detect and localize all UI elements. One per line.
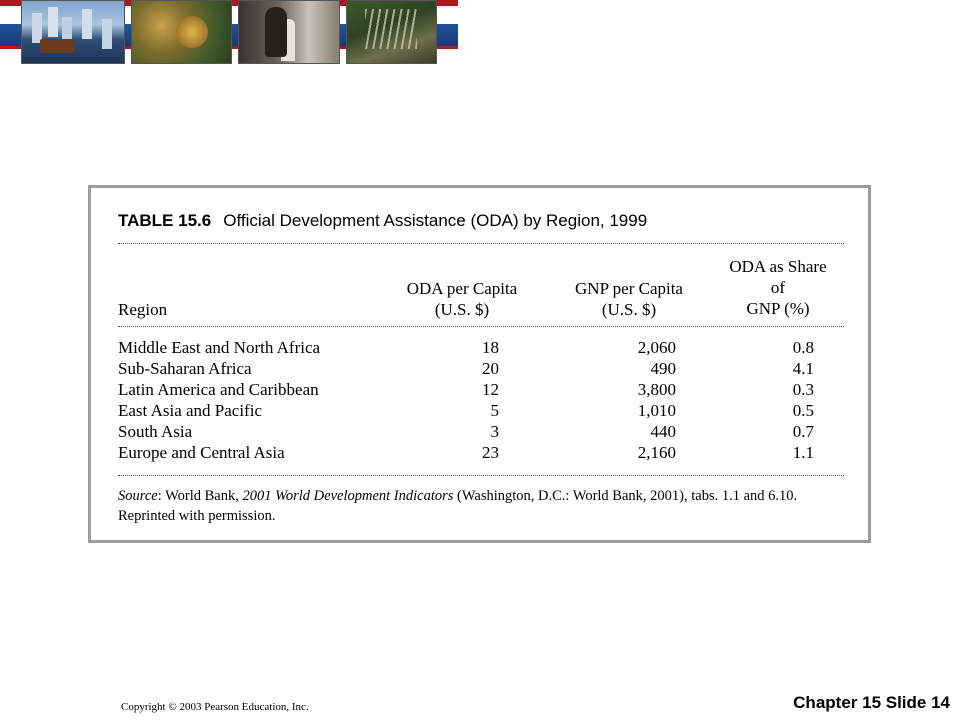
table-row (118, 380, 844, 401)
source-line-1 (118, 486, 838, 506)
cell-gnp: 490 (650, 359, 676, 378)
column-header-oda-per-capita (391, 278, 533, 320)
column-header-region: Region (118, 300, 168, 319)
table-row (118, 401, 844, 422)
slide-number-label: Chapter 15 Slide 14 (793, 693, 950, 712)
column-header-line: ODA per Capita (406, 279, 518, 298)
table-row (118, 338, 844, 359)
cell-gnp: 2,060 (637, 338, 676, 357)
divider-bottom (118, 475, 844, 476)
source-line-2: Reprinted with permission. (118, 508, 276, 524)
column-header-line: (U.S. $) (434, 300, 490, 319)
cell-region: Europe and Central Asia (118, 443, 285, 462)
cell-share: 0.8 (792, 338, 814, 357)
cell-region: Sub-Saharan Africa (118, 359, 252, 378)
column-header-line: GNP (%) (746, 299, 810, 318)
column-header-line: (U.S. $) (601, 300, 657, 319)
cell-oda: 23 (482, 443, 499, 462)
cell-gnp: 1,010 (637, 401, 676, 420)
cell-gnp: 3,800 (637, 380, 676, 399)
market-produce-photo (131, 0, 232, 64)
table-row (118, 422, 844, 443)
cell-region: South Asia (118, 422, 193, 441)
cell-share: 1.1 (792, 443, 814, 462)
column-header-line: GNP per Capita (575, 279, 683, 298)
column-header-gnp-per-capita (558, 278, 700, 320)
source-label: Source (118, 488, 158, 504)
header-banner (0, 0, 458, 64)
cell-oda: 5 (490, 401, 499, 420)
source-publisher: : World Bank, (157, 488, 243, 504)
table-title-text: Official Development Assistance (ODA) by Region, 1999 (223, 211, 648, 230)
cell-gnp: 2,160 (637, 443, 676, 462)
table-number: TABLE 15.6 (118, 211, 212, 230)
cell-share: 0.3 (792, 380, 814, 399)
cell-region: East Asia and Pacific (118, 401, 262, 420)
column-header-line: ODA as Share (729, 257, 827, 276)
weaver-photo (238, 0, 340, 64)
cell-region: Middle East and North Africa (118, 338, 321, 357)
cell-share: 0.5 (792, 401, 814, 420)
table-figure (88, 185, 871, 543)
column-header-line: of (770, 278, 786, 297)
cell-oda: 18 (482, 338, 499, 357)
table-row (118, 443, 844, 464)
cell-oda: 3 (490, 422, 499, 441)
cell-oda: 12 (482, 380, 499, 399)
divider-header (118, 326, 844, 327)
column-header-oda-share-of-gnp (708, 256, 848, 319)
harbor-skyline-photo (21, 0, 125, 64)
copyright-notice: Copyright © 2003 Pearson Education, Inc. (121, 701, 309, 713)
cell-region: Latin America and Caribbean (118, 380, 319, 399)
table-source-note (118, 486, 838, 526)
source-details: (Washington, D.C.: World Bank, 2001), tabs. 1.1 and 6.10. (453, 488, 798, 504)
cell-gnp: 440 (650, 422, 676, 441)
source-work-title: 2001 World Development Indicators (242, 488, 454, 504)
cell-share: 4.1 (792, 359, 814, 378)
cell-share: 0.7 (792, 422, 814, 441)
field-workers-photo (346, 0, 437, 64)
table-title (118, 211, 647, 231)
table-row (118, 359, 844, 380)
divider-top (118, 243, 844, 244)
cell-oda: 20 (482, 359, 499, 378)
